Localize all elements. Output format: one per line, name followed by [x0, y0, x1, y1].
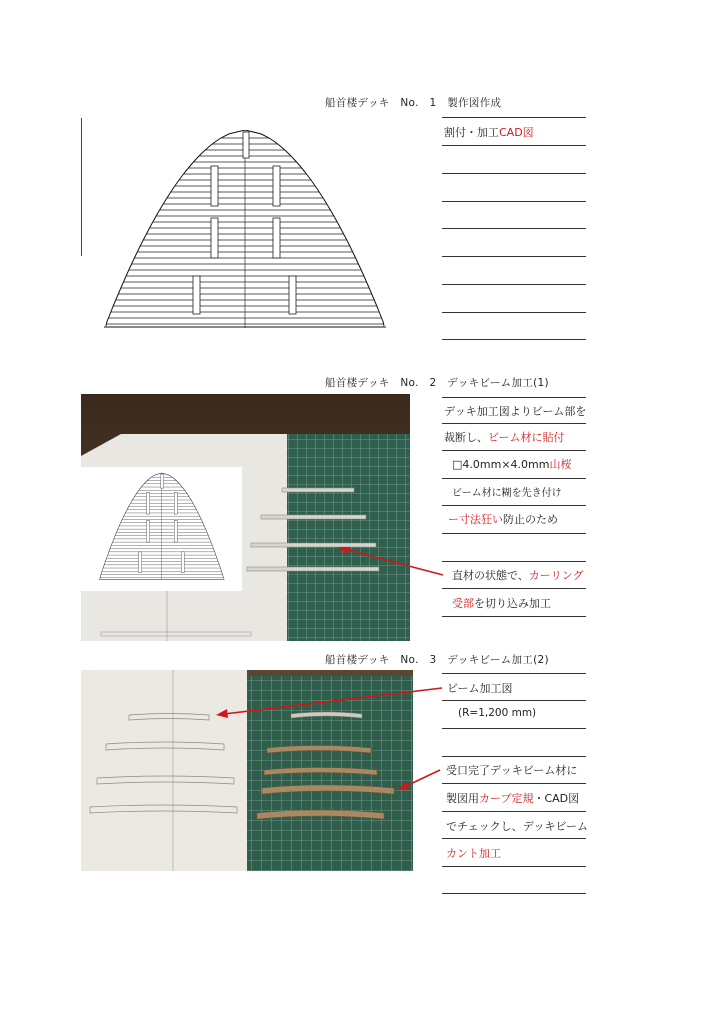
- photo-deck-beam-cutting: [81, 394, 410, 641]
- rule-line: [442, 866, 586, 867]
- arrow-to-curved-beam: [394, 766, 444, 796]
- rule-line: [442, 561, 586, 562]
- beam-stub: [273, 218, 280, 258]
- section-2-header: 船首楼デッキ No. 2 デッキビーム加工(1): [325, 377, 549, 389]
- arrow-to-drawing: [212, 684, 448, 720]
- rule-line: [442, 256, 586, 257]
- beam-stub: [243, 132, 249, 158]
- rule-line: [442, 588, 586, 589]
- section-2-note-6: 直材の状態で、カーリング: [452, 569, 584, 582]
- beam-stub: [211, 166, 218, 206]
- rule-line: [442, 284, 586, 285]
- section-2-note-3: □4.0mm×4.0mm山桜: [452, 458, 572, 471]
- section-1-note-1: 割付・加工CAD図: [444, 126, 534, 139]
- rule-line: [442, 893, 586, 894]
- beam-stub: [193, 276, 200, 314]
- deck-cad-drawing: [104, 130, 386, 330]
- rule-line: [442, 173, 586, 174]
- beam-stub: [139, 552, 142, 573]
- section-2-note-5: ー寸法狂い防止のため: [448, 513, 558, 526]
- inset-cad-drawing: [81, 467, 242, 591]
- beam-stub: [147, 521, 150, 543]
- rule-line: [442, 397, 586, 398]
- arrow-to-beam: [330, 540, 450, 580]
- beam-stub: [289, 276, 296, 314]
- rule-line: [442, 423, 586, 424]
- rule-line: [442, 478, 586, 479]
- rule-line: [442, 201, 586, 202]
- rule-line: [442, 117, 586, 118]
- section-1-header: 船首楼デッキ No. 1 製作図作成: [325, 97, 502, 109]
- rule-line: [442, 145, 586, 146]
- rule-line: [442, 339, 586, 340]
- section-2-note-2: 裁断し、ビーム材に貼付: [444, 431, 565, 444]
- rule-line: [442, 533, 586, 534]
- rule-line: [442, 783, 586, 784]
- rule-line: [442, 838, 586, 839]
- rule-line: [442, 505, 586, 506]
- section-2-note-4: ビーム材に糊を先き付け: [452, 488, 562, 499]
- section-3-note-2: (R=1,200 mm): [458, 707, 537, 719]
- section-3-note-5: でチェックし、デッキビーム: [446, 820, 589, 833]
- rule-line: [442, 312, 586, 313]
- beam-stub: [181, 552, 184, 573]
- rule-line: [442, 728, 586, 729]
- margin-rule: [81, 118, 82, 256]
- section-2-note-1: デッキ加工図よりビーム部を: [444, 405, 587, 418]
- beam-stub: [174, 521, 177, 543]
- section-3-header: 船首楼デッキ No. 3 デッキビーム加工(2): [325, 654, 549, 666]
- rule-line: [442, 450, 586, 451]
- beam-stub: [161, 474, 164, 488]
- section-3-note-3: 受口完了デッキビーム材に: [446, 764, 578, 777]
- rule-line: [442, 756, 586, 757]
- rule-line: [442, 616, 586, 617]
- rule-line: [442, 700, 586, 701]
- beam-stub: [147, 492, 150, 514]
- beam-stub: [174, 492, 177, 514]
- section-3-note-1: ビーム加工図: [447, 682, 513, 695]
- rule-line: [442, 228, 586, 229]
- section-3-note-4: 製図用カーブ定規・CAD図: [446, 792, 580, 805]
- rule-line: [442, 673, 586, 674]
- section-2-note-7: 受部を切り込み加工: [452, 597, 551, 610]
- beam-stub: [273, 166, 280, 206]
- inset-drawing: [81, 467, 242, 591]
- section-3-note-6: カント加工: [446, 847, 501, 860]
- beam-stub: [211, 218, 218, 258]
- rule-line: [442, 811, 586, 812]
